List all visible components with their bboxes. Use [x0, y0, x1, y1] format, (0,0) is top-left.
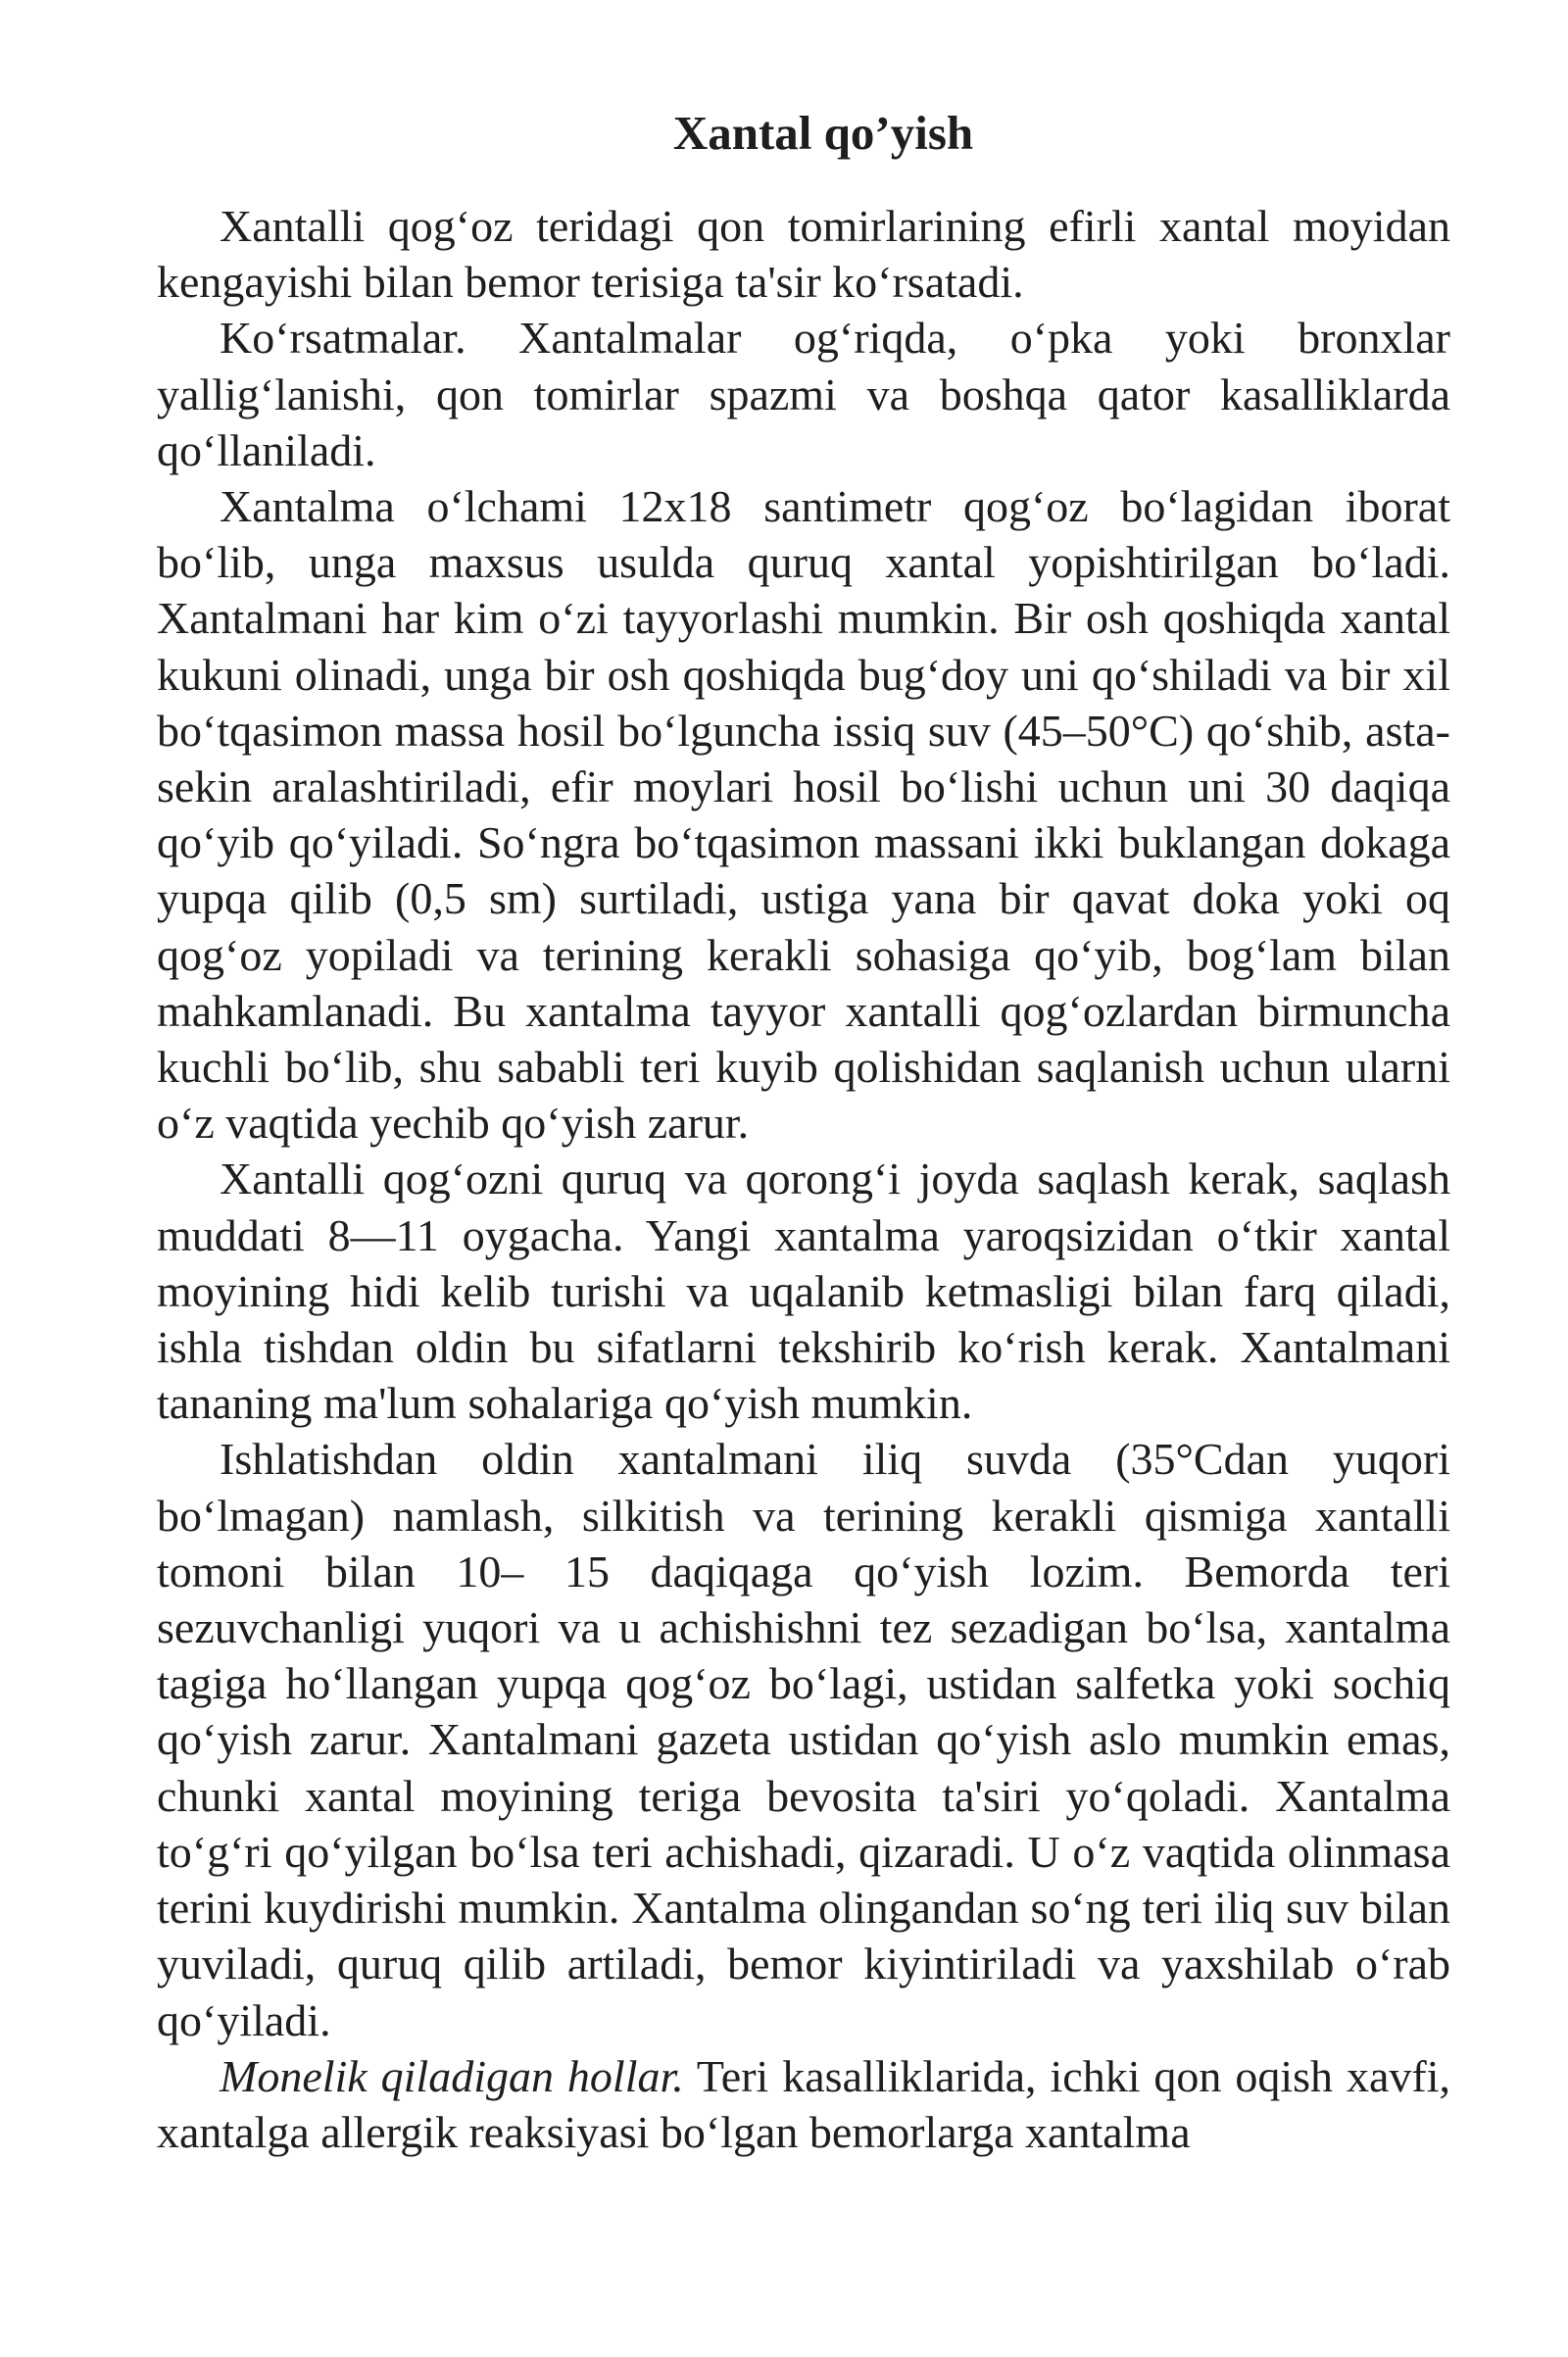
paragraph-storage — [157, 1151, 1450, 1431]
paragraph-indications — [157, 310, 1450, 478]
paragraph-contraindications — [157, 2048, 1450, 2160]
paragraph-1 — [157, 198, 1450, 310]
paragraph-usage-text: Ishlatishdan oldin xantalmani iliq suvda (35°Cdan yuqori bo‘lmagan) namlash, silkitish va terining kerakli qismiga xantalli tomoni bilan 10– 15 daqiqaga qo‘yish lozim. Bemorda teri sezuvchanligi yuqori va u achishishni tez sezadigan bo‘lsa, xantalma tagiga ho‘llangan yupqa qog‘oz bo‘lagi, ustidan salfetka yoki sochiq qo‘yish zarur. Xantalmani gazeta ustidan qo‘yish aslo mumkin emas, chunki xantal moyining teriga bevosita ta'siri yo‘qoladi. Xantalma to‘g‘ri qo‘yilgan bo‘lsa teri achishadi, qizaradi. U o‘z vaqtida olinmasa terini kuydirishi mumkin. Xantalma olingandan so‘ng teri iliq suv bilan yuviladi, quruq qilib artiladi, bemor kiyintiriladi va yaxshilab o‘rab qo‘yiladi. — [157, 1434, 1450, 2045]
paragraph-contraindications-text: Teri kasalliklarida, ichki qon oqish xavfi, xantalga allergik reaksiyasi bo‘lgan bemorlarga xantalma — [157, 2050, 1450, 2157]
paragraph-1-text: Xantalli qog‘oz teridagi qon tomirlarining efirli xantal moyidan kengayishi bilan bemor terisiga ta'sir ko‘rsatadi. — [157, 201, 1450, 308]
page-title: Xantal qo’yish — [672, 106, 974, 160]
paragraph-usage — [157, 1431, 1450, 2047]
paragraph-indications-text: Ko‘rsatmalar. Xantalmalar og‘riqda, o‘pka yoki bronxlar yallig‘lanishi, qon tomirlar spazmi va boshqa qator kasalliklarda qo‘llaniladi. — [157, 313, 1450, 475]
paragraph-storage-text: Xantalli qog‘ozni quruq va qorong‘i joyda saqlash kerak, saqlash muddati 8—11 oygacha. Yangi xantalma yaroqsizidan o‘tkir xantal moyining hidi kelib turishi va uqalanib ketmasligi bilan farq qiladi, ishla tishdan oldin bu sifatlarni tekshirib ko‘rish kerak. Xantalmani tananing ma'lum sohalariga qo‘yish mumkin. — [157, 1154, 1450, 1429]
contraindications-lead: Monelik qiladigan hollar. — [220, 2050, 684, 2101]
paragraph-preparation — [157, 478, 1450, 1151]
paragraph-preparation-text: Xantalma o‘lchami 12x18 santimetr qog‘oz bo‘lagidan iborat bo‘lib, unga maxsus usulda quruq xantal yopishtirilgan bo‘ladi. Xantalmani har kim o‘zi tayyorlashi mumkin. Bir osh qoshiqda xantal kukuni olinadi, unga bir osh qoshiqda bug‘doy uni qo‘shiladi va bir xil bo‘tqasimon massa hosil bo‘lguncha issiq suv (45–50°C) qo‘shib, asta-sekin aralashtiriladi, efir moylari hosil bo‘lishi uchun uni 30 daqiqa qo‘yib qo‘yiladi. So‘ngra bo‘tqasimon massani ikki buklangan dokaga yupqa qilib (0,5 sm) surtiladi, ustiga yana bir qavat doka yoki oq qog‘oz yopiladi va terining kerakli sohasiga qo‘yib, bog‘lam bilan mahkamlanadi. Bu xantalma tayyor xantalli qog‘ozlardan birmuncha kuchli bo‘lib, shu sababli teri kuyib qolishidan saqlanish uchun ularni o‘z vaqtida yechib qo‘yish zarur. — [157, 481, 1450, 1149]
document-page — [157, 94, 1450, 2160]
